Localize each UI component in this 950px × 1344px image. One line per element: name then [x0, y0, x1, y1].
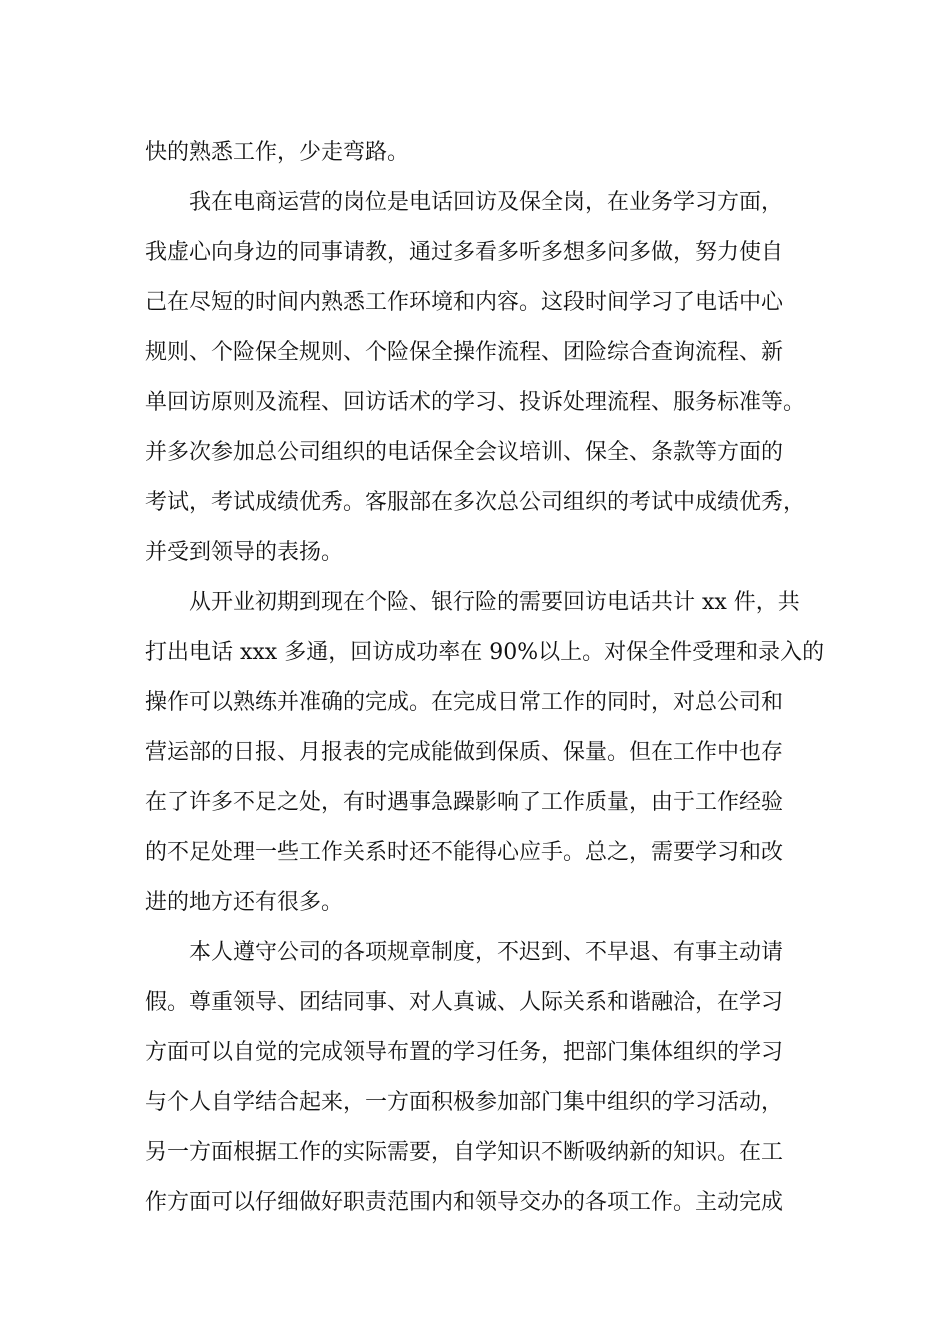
paragraph-line: 从开业初期到现在个险、银行险的需要回访电话共计 xx 件，共 [189, 590, 800, 615]
paragraph-line: 操作可以熟练并准确的完成。在完成日常工作的同时，对总公司和 [145, 690, 784, 715]
paragraph-line: 我虚心向身边的同事请教，通过多看多听多想多问多做，努力使自 [145, 240, 784, 265]
paragraph-line: 己在尽短的时间内熟悉工作环境和内容。这段时间学习了电话中心 [145, 290, 784, 315]
paragraph-line: 营运部的日报、月报表的完成能做到保质、保量。但在工作中也存 [145, 740, 784, 765]
paragraph-line: 在了许多不足之处，有时遇事急躁影响了工作质量，由于工作经验 [145, 790, 784, 815]
paragraph-line: 本人遵守公司的各项规章制度，不迟到、不早退、有事主动请 [189, 940, 784, 965]
paragraph-line: 考试，考试成绩优秀。客服部在多次总公司组织的考试中成绩优秀， [145, 490, 806, 515]
paragraph-line: 方面可以自觉的完成领导布置的学习任务，把部门集体组织的学习 [145, 1040, 784, 1065]
paragraph-line: 快的熟悉工作，少走弯路。 [145, 140, 410, 165]
paragraph-line: 打出电话 xxx 多通，回访成功率在 90%以上。对保全件受理和录入的 [145, 640, 825, 665]
paragraph-line: 作方面可以仔细做好职责范围内和领导交办的各项工作。主动完成 [145, 1190, 784, 1215]
paragraph-line: 规则、个险保全规则、个险保全操作流程、团险综合查询流程、新 [145, 340, 784, 365]
paragraph-line: 进的地方还有很多。 [145, 890, 344, 915]
paragraph-line: 单回访原则及流程、回访话术的学习、投诉处理流程、服务标准等。 [145, 390, 806, 415]
paragraph-line: 与个人自学结合起来，一方面积极参加部门集中组织的学习活动， [145, 1090, 784, 1115]
paragraph-line: 我在电商运营的岗位是电话回访及保全岗，在业务学习方面， [189, 190, 784, 215]
paragraph-line: 并受到领导的表扬。 [145, 540, 344, 565]
paragraph-line: 假。尊重领导、团结同事、对人真诚、人际关系和谐融洽，在学习 [145, 990, 784, 1015]
paragraph-line: 另一方面根据工作的实际需要，自学知识不断吸纳新的知识。在工 [145, 1140, 784, 1165]
paragraph-line: 并多次参加总公司组织的电话保全会议培训、保全、条款等方面的 [145, 440, 784, 465]
paragraph-line: 的不足处理一些工作关系时还不能得心应手。总之，需要学习和改 [145, 840, 784, 865]
